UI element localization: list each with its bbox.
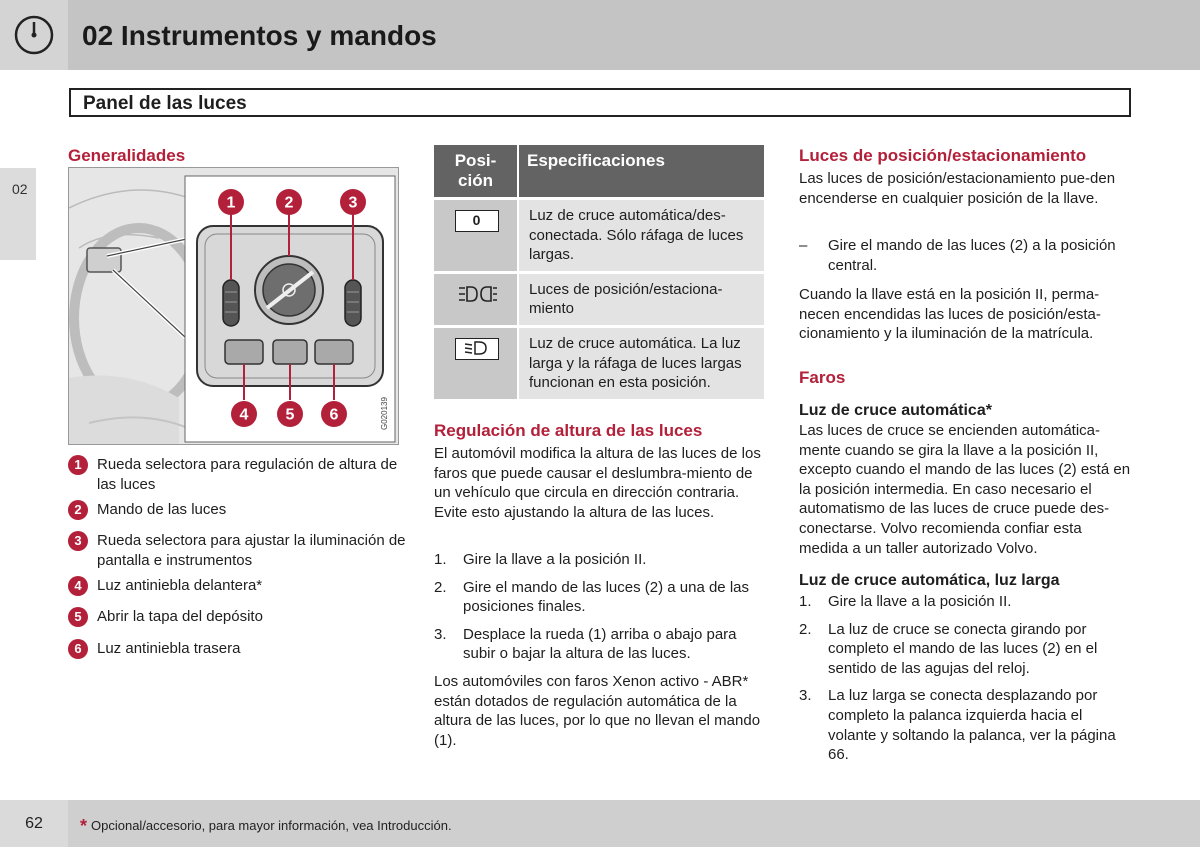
legend-number: 6 — [68, 639, 88, 659]
key-position-text: Cuando la llave está en la posición II, perma-necen encendidas las luces de posición/esta-cionamiento y la iluminación de la matrícula. — [799, 286, 1101, 343]
svg-text:4: 4 — [239, 406, 249, 424]
auto-low-beam-text: Las luces de cruce se encienden automática-mente cuando se gira la llave a la posición II, excepto cuando el mando de las luces (2) está en la posición intermedia. En caso necesario el automatismo de las luces de cruce puede des-conectarse. Volvo recomienda confiar esta medida a un taller autorizado Volvo. — [799, 422, 1131, 557]
step-number: 1. — [434, 551, 447, 568]
light-positions-table — [434, 145, 764, 402]
dash-marker: – — [799, 237, 808, 254]
callout-5 — [277, 401, 303, 427]
legend-text: Luz antiniebla delantera* — [97, 577, 263, 594]
step-number: 2. — [799, 620, 812, 638]
footnote-star: * — [80, 816, 88, 836]
svg-text:2: 2 — [284, 194, 294, 212]
position-lights-text: Las luces de posición/estacionamiento pue-den encenderse en cualquier posición de la llave. — [799, 170, 1116, 207]
callout-1 — [218, 189, 244, 215]
footnote-text: Opcional/accesorio, para mayor información, vea Introducción. — [91, 818, 452, 833]
header-position-2: ción — [458, 171, 493, 190]
regulation-steps — [434, 550, 768, 672]
header-position-1: Posi- — [454, 151, 497, 170]
table-cell-symbol — [434, 326, 518, 400]
table-cell-text: Luz de cruce automática/des-conectada. Sólo ráfaga de luces largas. — [518, 199, 764, 273]
svg-text:6: 6 — [329, 406, 339, 424]
parking-lights-icon — [455, 284, 499, 304]
callout-2 — [276, 189, 302, 215]
step-number: 3. — [434, 625, 447, 643]
table-cell-symbol — [434, 199, 518, 273]
heading-generalidades: Generalidades — [68, 146, 186, 165]
heading-auto-high-beam: Luz de cruce automática, luz larga — [799, 572, 1060, 589]
step-text: La luz de cruce se conecta girando por completo el mando de las luces (2) en el sentido de las agujas del reloj. — [828, 620, 1098, 677]
heading-luces-posicion: Luces de posición/estacionamiento — [799, 146, 1087, 165]
section-title: Panel de las luces — [83, 93, 247, 114]
speedometer-icon — [0, 0, 68, 70]
step-text: La luz larga se conecta desplazando por completo la palanca izquierda hacia el volante y soltando la palanca, ver la página 66. — [828, 687, 1116, 764]
list-item — [434, 625, 768, 664]
position-zero-icon: 0 — [455, 210, 499, 232]
footnote — [80, 816, 452, 837]
step-number: 1. — [799, 593, 812, 610]
step-text: Gire la llave a la posición II. — [828, 593, 1012, 610]
table-row — [434, 199, 764, 273]
legend-number: 4 — [68, 576, 88, 596]
low-beam-icon — [455, 338, 499, 360]
figure-code: G020139 — [380, 397, 389, 430]
callout-3 — [340, 189, 366, 215]
list-item — [434, 550, 768, 570]
step-text: Desplace la rueda (1) arriba o abajo para subir o bajar la altura de las luces. — [463, 625, 737, 663]
legend-text: Rueda selectora para regulación de altura de las luces — [97, 456, 398, 493]
step-number: 3. — [799, 687, 812, 705]
regulation-outro: Los automóviles con faros Xenon activo - ABR* están dotados de regulación automática de la altura de las luces, por lo que no llevan el mando (1). — [434, 673, 761, 749]
light-panel-illustration — [68, 167, 399, 445]
svg-text:3: 3 — [348, 194, 358, 212]
regulation-intro: El automóvil modifica la altura de las luces de los faros que puede causar el deslumbra-miento de un vehículo que circula en dirección contraria. Evite esto ajustando la altura de las luces. — [434, 445, 761, 521]
heading-auto-low-beam: Luz de cruce automática* — [799, 402, 992, 419]
legend-number: 2 — [68, 500, 88, 520]
step-number: 2. — [434, 578, 447, 596]
table-cell-symbol — [434, 272, 518, 326]
table-header-position — [434, 145, 518, 199]
svg-text:5: 5 — [285, 406, 295, 424]
page-number: 62 — [0, 800, 68, 847]
legend-number: 3 — [68, 531, 88, 551]
table-row — [434, 326, 764, 400]
light-panel-drawing — [69, 168, 399, 445]
callout-6 — [321, 401, 347, 427]
list-item — [799, 686, 1133, 764]
table-header-specs: Especificaciones — [518, 145, 764, 199]
list-item — [799, 620, 1133, 679]
section-header — [69, 88, 1131, 117]
list-item — [434, 578, 768, 617]
chapter-title: 02 Instrumentos y mandos — [82, 20, 437, 51]
dash-item-text: Gire el mando de las luces (2) a la posición central. — [828, 237, 1116, 274]
step-text: Gire la llave a la posición II. — [463, 551, 647, 568]
legend-text: Luz antiniebla trasera — [97, 640, 241, 657]
step-text: Gire el mando de las luces (2) a una de las posiciones finales. — [463, 578, 749, 616]
svg-text:1: 1 — [226, 194, 236, 212]
list-item — [799, 592, 1133, 612]
table-cell-text: Luz de cruce automática. La luz larga y la ráfaga de luces largas funcionan en esta posición. — [518, 326, 764, 400]
heading-faros: Faros — [799, 368, 846, 387]
heading-regulacion: Regulación de altura de las luces — [434, 421, 703, 440]
chapter-side-tab-label: 02 — [12, 181, 28, 197]
legend-text: Rueda selectora para ajustar la iluminación de pantalla e instrumentos — [97, 532, 406, 569]
legend-number: 5 — [68, 607, 88, 627]
dash-list-item — [799, 236, 1133, 275]
legend-text: Mando de las luces — [97, 501, 227, 518]
legend-text: Abrir la tapa del depósito — [97, 608, 263, 625]
high-beam-steps — [799, 592, 1133, 773]
chapter-icon-box — [0, 0, 68, 70]
table-cell-text: Luces de posición/estaciona-miento — [518, 272, 764, 326]
callout-4 — [231, 401, 257, 427]
legend-number: 1 — [68, 455, 88, 475]
table-row — [434, 272, 764, 326]
